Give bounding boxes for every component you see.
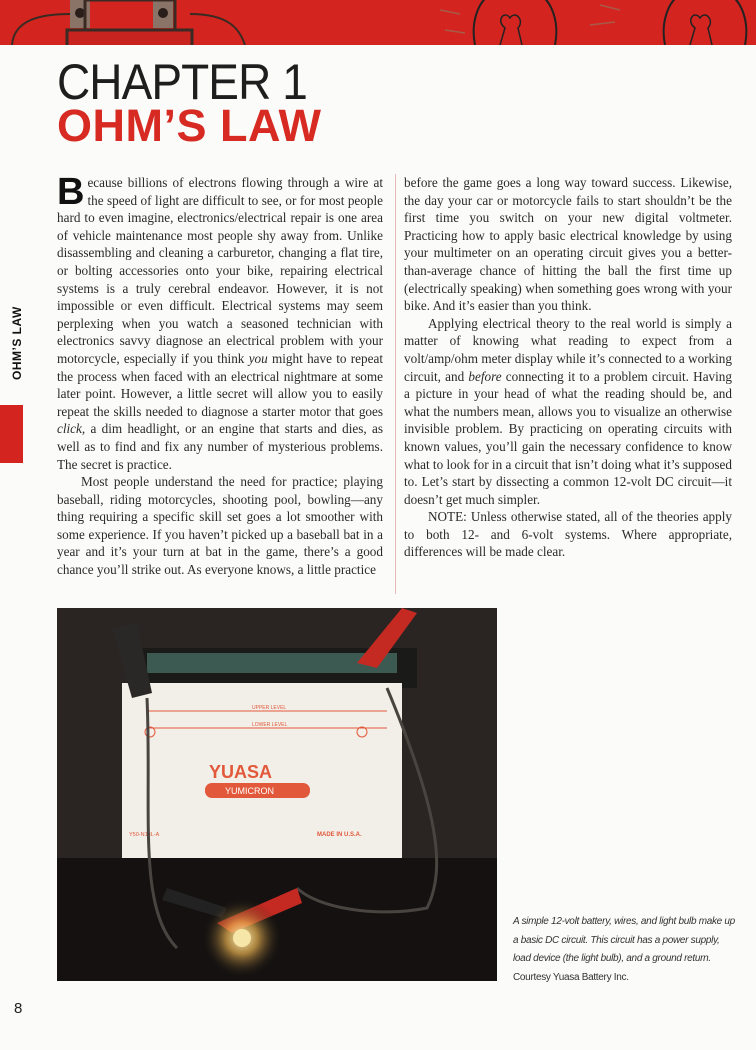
battery-circuit-photo [57,608,497,981]
emphasis: you [248,350,268,366]
text-run: Applying electrical theory to the real world is simply a matter of knowing what reading to expect from a volt/amp/ohm meter display while it’s connected to a working circuit, and [404,315,732,384]
text-run: connecting it to a problem circuit. Having a picture in your head of what the reading should be, and what the numbers mean, allows you to visualize an otherwise invisible problem. By practicing on operating circuits with known values, you’ll gain the necessary confidence to know what to look for in a circuit that isn’t doing what it’s supposed to. Let’s start by dissecting a common 12-volt DC circuit—it doesn’t get much simpler. [404,368,732,507]
caption-text: A simple 12-volt battery, wires, and light bulb make up a basic DC circuit. This circuit has a power supply, load device (the light bulb), and a ground return. [513,916,735,964]
right-text-column [404,174,732,561]
caption-credit: Courtesy Yuasa Battery Inc. [513,971,629,983]
made-in-label: MADE IN U.S.A. [317,832,362,838]
upper-level-label: UPPER LEVEL [252,705,287,711]
chapter-number: CHAPTER 1 [57,54,307,110]
battery-line: YUMICRON [225,786,274,796]
left-text-column [57,171,383,579]
column-divider [395,174,396,594]
side-tab-label: OHM’S LAW [10,306,24,380]
text-run: ecause billions of electrons flowing through a wire at the speed of light are difficult to see, or for most people hard to even imagine, electronics/electrical repair is one area of vehicle maintenance most people shy away from. Unlike disassembling and cleaning a carburetor, changing a flat tire, or bolting accessories onto your bike, repairing electrical systems is a truly cerebral endeavor. However, it is not impossible or even difficult. Electrical systems may seem perplexing when you watch a seasoned technician with electronics savvy diagnose an electrical problem with your motorcycle, especially if you think [57,175,383,366]
lower-level-label: LOWER LEVEL [252,722,288,728]
drop-cap: B [57,171,85,213]
chapter-header-banner [0,0,756,45]
paragraph [404,315,732,509]
paragraph: before the game goes a long way toward success. Likewise, the day your car or motorcycle fails to start shouldn’t be the first time you switch on your new digital voltmeter. Practicing how to apply basic electrical knowledge by using your multimeter on an operating circuit gives you a better-than-average chance of hitting the ball the first time up (electrically speaking) when something goes wrong with your bike. And it’s easier than you think. [404,175,732,314]
emphasis: click [57,421,82,437]
text-run: , a dim headlight, or an engine that starts and dies, as well as to find and fix any number of mysterious problems. The secret is practice. [57,421,383,472]
text-run: might have to repeat the process when faced with an electrical nightmare at some later point. However, a little secret will allow you to easily repeat the skills needed to diagnose a starter motor that goes [57,350,383,419]
photo-caption [513,913,738,987]
paragraph [57,171,383,473]
page-number: 8 [14,1000,23,1017]
chapter-title: OHM’S LAW [57,100,322,151]
battery-bulb-illustration [0,0,756,45]
battery-model: Y50-N18L-A [129,832,160,838]
battery-brand: YUASA [209,762,273,782]
paragraph: NOTE: Unless otherwise stated, all of the theories apply to both 12- and 6-volt systems. Where appropriate, differences will be made clear. [404,509,732,560]
side-tab-marker [0,405,23,463]
emphasis: before [468,368,502,384]
paragraph: Most people understand the need for practice; playing baseball, riding motorcycles, shooting pool, bowling—any thing requiring a specific skill set goes a lot smoother with some experience. If you haven’t picked up a baseball bat in a year and it’s your turn at bat in the game, there’s a good chance you’ll strike out. As everyone knows, a little practice [57,474,383,578]
